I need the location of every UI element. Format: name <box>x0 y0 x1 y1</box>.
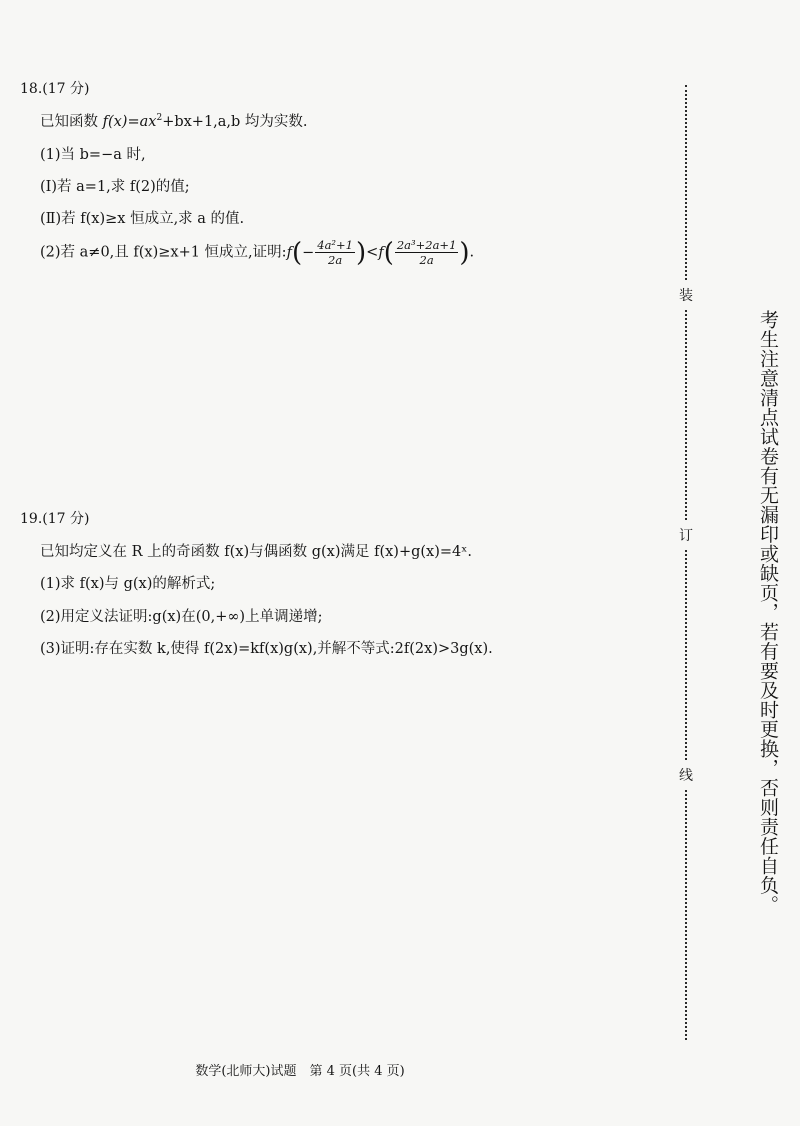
fraction-left-denominator: 2a <box>328 253 343 267</box>
question-19-stem: 已知均定义在 R 上的奇函数 f(x)与偶函数 g(x)满足 f(x)+g(x)=4ˣ. <box>40 544 473 560</box>
fraction-right <box>395 238 459 267</box>
page-footer: 数学(北师大)试题 第 4 页(共 4 页) <box>195 1064 405 1079</box>
fraction-left <box>315 238 355 267</box>
minus-sign: − <box>302 244 315 261</box>
function-symbol: f <box>378 244 384 261</box>
question-19 <box>20 510 660 657</box>
fraction-left-numerator: 4a²+1 <box>317 238 353 252</box>
dotted-segment <box>685 85 687 280</box>
question-18-stem <box>40 110 308 131</box>
function-symbol: f <box>286 244 292 261</box>
question-18-part-1-ii: (Ⅱ)若 f(x)≥x 恒成立,求 a 的值. <box>40 211 245 227</box>
part-2-prefix: (2)若 a≠0,且 f(x)≥x+1 恒成立,证明: <box>40 244 287 261</box>
question-18 <box>20 80 660 268</box>
period: . <box>469 244 475 261</box>
question-19-heading: 19.(17 分) <box>20 511 90 527</box>
stem-exponent: 2 <box>156 113 163 123</box>
exam-notice: 考生注意清点试卷有无漏印或缺页，若有要及时更换，否则责任自负。 <box>757 310 779 915</box>
fraction-right-denominator: 2a <box>419 253 434 267</box>
dotted-segment <box>685 790 687 1040</box>
question-19-part-1: (1)求 f(x)与 g(x)的解析式; <box>40 576 216 592</box>
stem-prefix: 已知函数 <box>40 114 103 130</box>
binding-label-zhuang: 装 <box>678 285 694 305</box>
binding-label-xian: 线 <box>678 765 694 785</box>
stem-equals: =ax <box>127 114 157 130</box>
question-18-heading: 18.(17 分) <box>20 81 90 97</box>
right-expression: f ( $\frac{\text{2a³+2a+1}}{2a}$ ) <box>378 237 470 268</box>
left-expression: f ( − $\frac{\text{4a²+1}}{2a}$ ) <box>286 237 367 268</box>
dotted-segment <box>685 550 687 760</box>
binding-line <box>679 85 693 1040</box>
question-18-part-1: (1)当 b=−a 时, <box>40 147 146 163</box>
less-than-sign: < <box>366 244 379 261</box>
question-19-part-3: (3)证明:存在实数 k,使得 f(2x)=kf(x)g(x),并解不等式:2f(2x)>3g(x). <box>40 641 493 657</box>
question-19-part-2: (2)用定义法证明:g(x)在(0,+∞)上单调递增; <box>40 609 323 625</box>
binding-label-ding: 订 <box>678 525 694 545</box>
dotted-segment <box>685 310 687 520</box>
stem-rest: +bx+1,a,b 均为实数. <box>162 114 308 130</box>
fraction-right-numerator: 2a³+2a+1 <box>396 238 457 252</box>
stem-function: f(x) <box>102 114 128 130</box>
question-18-part-2 <box>40 238 474 267</box>
question-18-part-1-i: (Ⅰ)若 a=1,求 f(2)的值; <box>40 179 190 195</box>
